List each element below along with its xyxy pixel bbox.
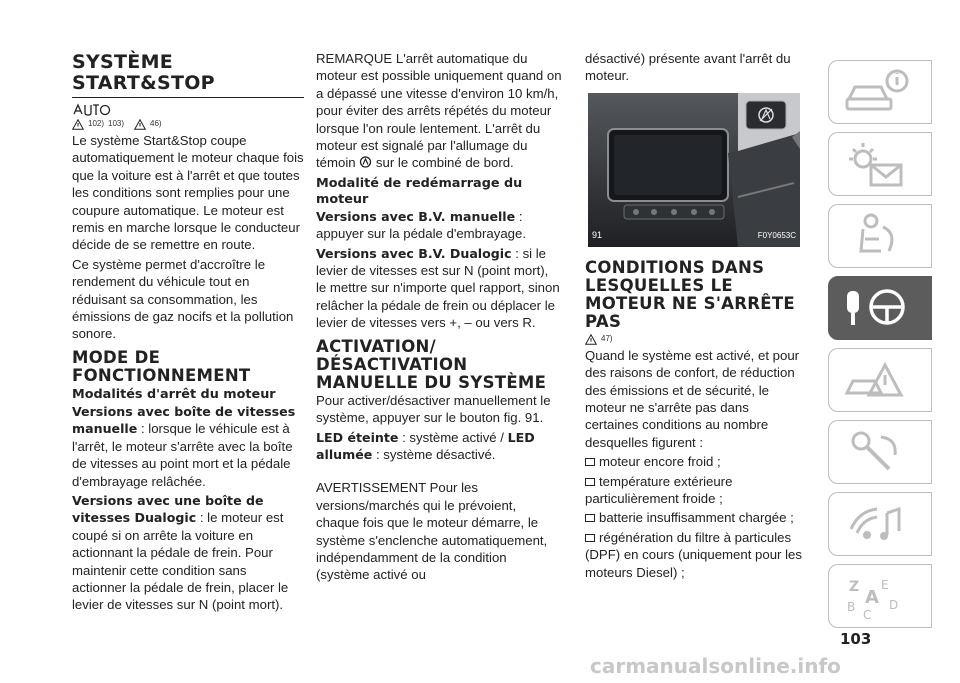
paragraph	[316, 429, 562, 464]
lights-message-icon	[841, 139, 911, 189]
text: : lorsque le véhicule est à l'arrêt, le moteur s'arrête avec la boîte de vitesses au point mort et la pédale d'embrayage relâchée.	[72, 421, 293, 489]
svg-text:A: A	[865, 587, 879, 608]
spacer	[316, 465, 562, 479]
subheading-line: moteur	[316, 191, 369, 207]
paragraph: Pour activer/désactiver manuellement le système, appuyer sur le bouton fig. 91.	[316, 392, 551, 426]
chapter-tabs	[828, 60, 932, 636]
paragraph: Ce système permet d'accroître le rendement du véhicule tout en réduisant sa consommation, les émissions de gaz nocifs et la pollution sonore.	[72, 256, 294, 342]
title-rule	[72, 97, 304, 98]
section-line: MOTEUR NE S'ARRÊTE	[585, 293, 795, 313]
tab-starting-driving[interactable]	[828, 276, 932, 340]
bold-label: Versions avec B.V. Dualogic	[316, 245, 512, 261]
section-title-start-stop	[72, 52, 304, 94]
warning-refs	[585, 333, 805, 345]
ref-46[interactable]: 46)	[150, 119, 162, 128]
text: : système désactivé.	[372, 446, 496, 462]
title-line-1: SYSTÈME	[72, 51, 174, 73]
warning-triangle-icon	[134, 119, 146, 130]
svg-text:E: E	[881, 578, 889, 592]
auto-icon	[72, 102, 304, 116]
svg-text:C: C	[863, 608, 872, 621]
section-line: DÉSACTIVATION	[316, 354, 468, 374]
list-item-text: moteur encore froid ;	[599, 454, 721, 470]
warning-triangle-icon	[585, 334, 597, 345]
bold-label: LED éteinte	[316, 429, 399, 445]
multimedia-icon	[841, 499, 911, 549]
checkbox-bullet-icon	[585, 458, 595, 466]
tab-lights-messages[interactable]	[828, 132, 932, 196]
tab-index[interactable]	[828, 564, 932, 628]
paragraph	[316, 245, 562, 332]
checkbox-bullet-icon	[585, 534, 595, 542]
section-line: MANUELLE DU SYSTÈME	[316, 372, 547, 392]
section-line: PAS	[585, 311, 622, 331]
list-item-text: régénération du filtre à particules (DPF) en cours (uniquement pour les moteurs Diesel) ;	[585, 529, 802, 580]
warning-refs	[72, 118, 304, 130]
section-title-conditions	[585, 259, 805, 331]
page-number: 103	[840, 630, 872, 648]
checkbox-bullet-icon	[585, 478, 595, 486]
text: : système activé /	[398, 429, 508, 445]
ref-47[interactable]: 47)	[601, 333, 613, 343]
text: : si le levier de vitesses est sur N (point mort), le mettre sur n'importe quel rapport, sinon relâcher la pédale de frein ou déplacer le levier de vitesses vers +, – ou vers R.	[316, 245, 560, 331]
text: : le moteur est coupé si on arrête la voiture en actionnant la pédale de frein. Pour maintenir cette condition sans actionner la pédale de frein, placer le levier de vitesses sur N (point mort).	[72, 510, 289, 613]
warning-triangle-icon	[72, 119, 84, 130]
tab-maintenance[interactable]	[828, 420, 932, 484]
alphabet-index-icon	[841, 571, 911, 621]
text: sur le combiné de bord.	[372, 155, 514, 171]
section-line: CONDITIONS DANS	[585, 257, 765, 277]
subheading-line: Modalité de redémarrage du	[316, 175, 523, 191]
section-line: MODE DE	[72, 347, 161, 367]
figure-code: F0Y0653C	[757, 231, 796, 241]
svg-text:B: B	[847, 600, 856, 614]
key-steering-wheel-icon	[841, 283, 911, 333]
list-item-text: température extérieure particulièrement froide ;	[585, 473, 733, 507]
car-info-icon	[841, 67, 911, 117]
maintenance-wrench-icon	[841, 427, 911, 477]
column-1	[72, 52, 304, 616]
svg-text:Z: Z	[849, 579, 860, 595]
tab-multimedia[interactable]	[828, 492, 932, 556]
paragraph	[316, 208, 562, 243]
paragraph	[72, 403, 304, 490]
paragraph	[316, 50, 562, 172]
start-stop-warning-light-icon	[359, 156, 372, 168]
ref-102[interactable]: 102)	[88, 119, 105, 128]
list-item	[585, 509, 805, 526]
section-line: LESQUELLES LE	[585, 275, 733, 295]
paragraph	[72, 492, 304, 614]
text: : appuyer sur la pédale d'embrayage.	[316, 208, 526, 242]
tab-car-info[interactable]	[828, 60, 932, 124]
paragraph: désactivé) présente avant l'arrêt du moteur.	[585, 51, 791, 84]
bold-label: Versions avec boîte de vitesses manuelle	[72, 403, 296, 437]
watermark-text: carmanualsonline.info	[590, 654, 841, 678]
section-line: FONCTIONNEMENT	[72, 365, 251, 385]
list-item	[585, 473, 805, 508]
text: REMARQUE L'arrêt automatique du moteur est possible uniquement quand on a dépassé une vitesse d'environ 10 km/h, pour éviter des arrêts répétés du moteur lorsque l'on roule lentement. L'arrêt du moteur est signalé par l'allumage du témoin	[316, 51, 562, 171]
seat-airbag-icon	[841, 211, 911, 261]
dashboard-illustration	[588, 93, 800, 247]
bold-label: LED allumée	[316, 429, 535, 462]
section-title-mode	[72, 349, 304, 385]
figure-91-photo	[588, 93, 800, 247]
ref-103[interactable]: 103)	[108, 119, 125, 128]
checkbox-bullet-icon	[585, 514, 595, 522]
section-title-activation	[316, 338, 562, 392]
section-line: ACTIVATION/	[316, 336, 436, 356]
paragraph: Le système Start&Stop coupe automatiquement le moteur chaque fois que la voiture est à l'arrêt et que toutes les conditions sont remplies pour une coupure automatique. Le moteur est remis en marche lorsque le conducteur décide de se remettre en route.	[72, 133, 304, 253]
list-item-text: batterie insuffisamment chargée ;	[599, 510, 794, 526]
tab-safety[interactable]	[828, 204, 932, 268]
title-line-2: START&STOP	[72, 72, 215, 94]
subheading	[316, 176, 562, 208]
list-item	[585, 529, 805, 581]
svg-text:D: D	[889, 598, 899, 612]
subheading: Modalités d'arrêt du moteur	[72, 386, 276, 402]
emergency-car-icon	[841, 355, 911, 405]
column-3	[585, 50, 805, 583]
column-2	[316, 50, 562, 586]
figure-number: 91	[592, 230, 603, 241]
paragraph: AVERTISSEMENT Pour les versions/marchés qui le prévoient, chaque fois que le moteur démarre, le système s'enclenche automatiquement, indépendamment de la condition (système activé ou	[316, 480, 548, 583]
bold-label: Versions avec une boîte de vitesses Dualogic	[72, 492, 264, 526]
tab-emergency[interactable]	[828, 348, 932, 412]
paragraph: Quand le système est activé, et pour des raisons de confort, de réduction des émissions et de sécurité, le moteur ne s'arrête pas dans certaines conditions au nombre desquelles figurent :	[585, 347, 800, 450]
list-item	[585, 453, 805, 470]
bold-label: Versions avec B.V. manuelle	[316, 208, 516, 224]
